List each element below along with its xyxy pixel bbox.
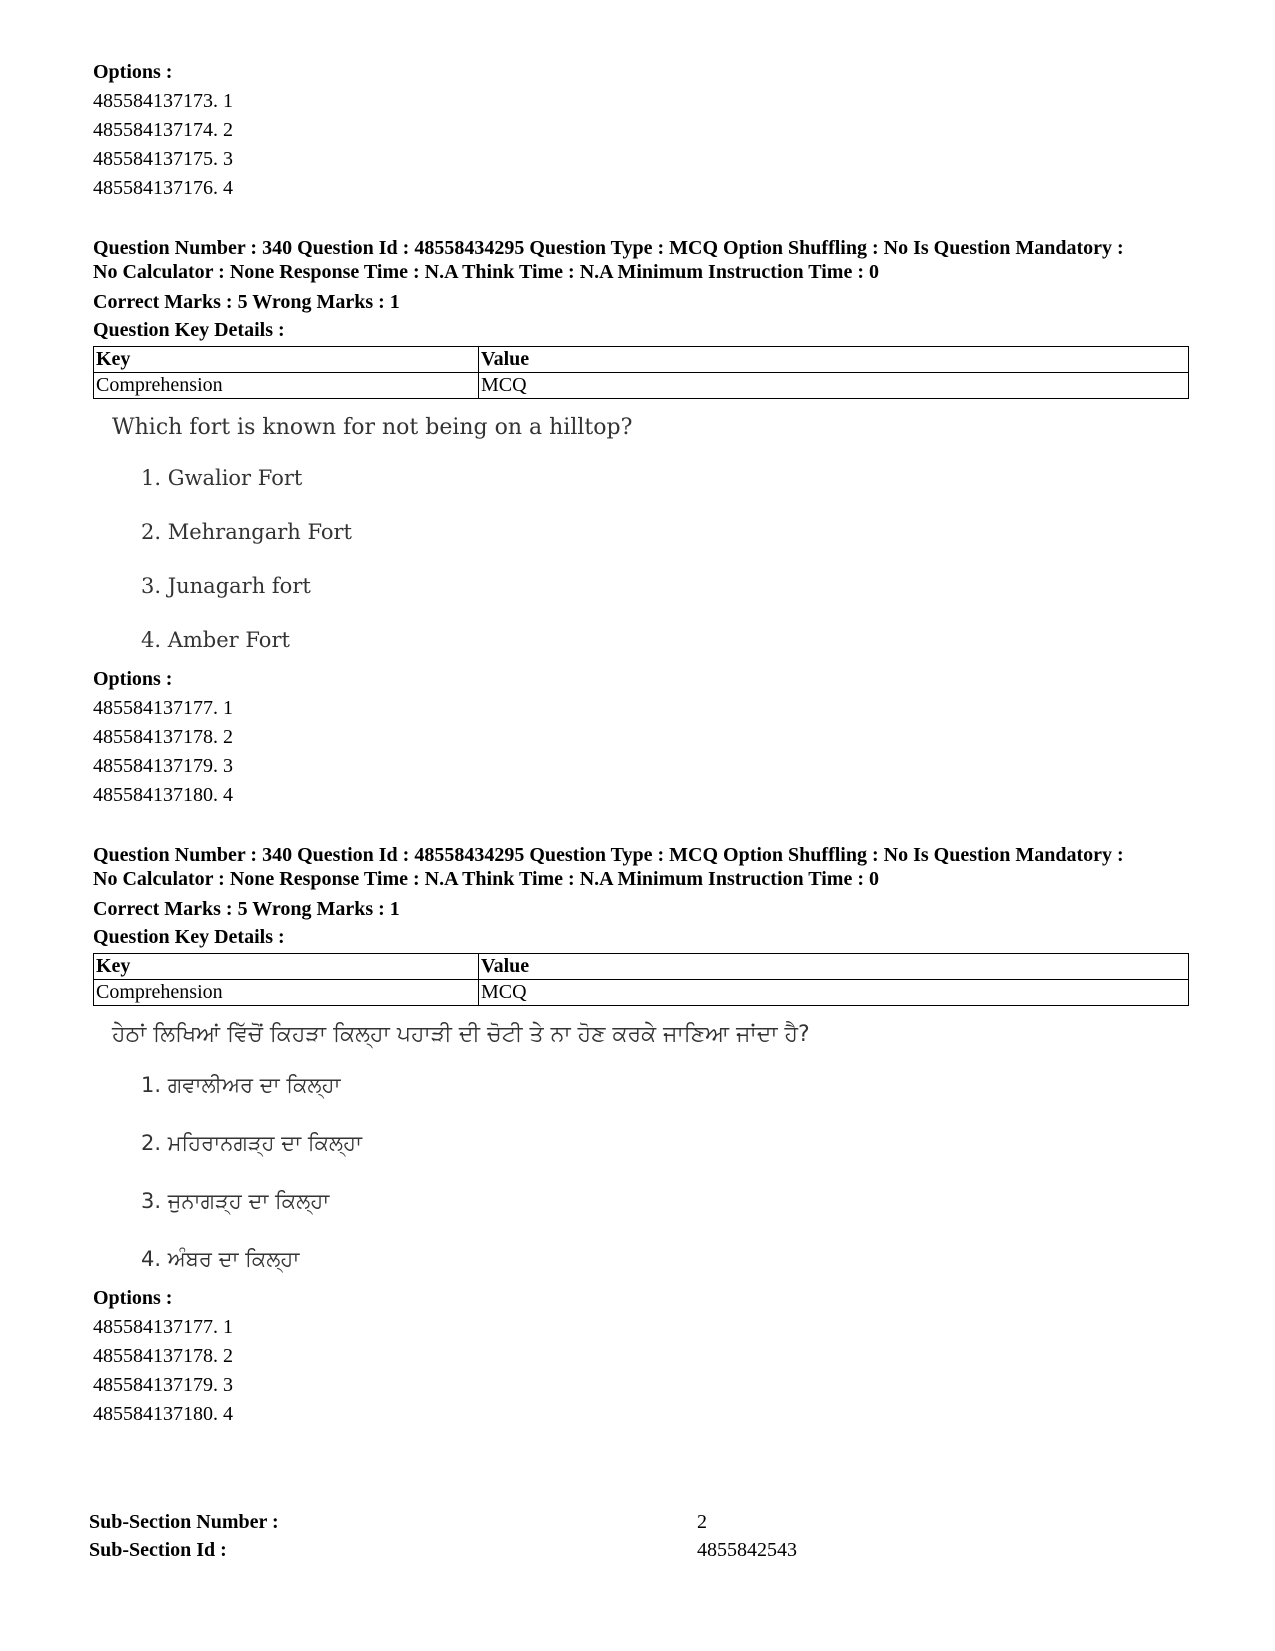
question-key-details-label: Question Key Details : [93, 319, 285, 341]
sub-section-id-value: 4855842543 [697, 1539, 797, 1561]
question-content [93, 413, 1193, 655]
sub-section-number-value: 2 [697, 1511, 707, 1533]
document-page [93, 58, 1193, 1429]
option-line: 485584137180. 4 [93, 784, 233, 806]
table-header-value: Value [479, 347, 1189, 373]
table-header-key: Key [94, 347, 479, 373]
question-block-english [93, 236, 1193, 810]
question-choice: 2. Mehrangarh Fort [141, 520, 352, 544]
table-header-value: Value [479, 954, 1189, 980]
question-text: Which fort is known for not being on a hilltop? [112, 415, 633, 440]
question-meta-line-1: Question Number : 340 Question Id : 48558434295 Question Type : MCQ Option Shuffling : No Is Question Mandatory : [93, 237, 1124, 259]
option-line: 485584137173. 1 [93, 90, 233, 112]
table-header-row [94, 347, 1189, 373]
sub-section-id-row [89, 1536, 797, 1564]
option-line: 485584137179. 3 [93, 1374, 233, 1396]
table-header-key: Key [94, 954, 479, 980]
option-line: 485584137177. 1 [93, 1316, 233, 1338]
table-header-row [94, 954, 1189, 980]
option-line: 485584137178. 2 [93, 726, 233, 748]
question-meta-line-2: No Calculator : None Response Time : N.A Think Time : N.A Minimum Instruction Time : 0 [93, 261, 879, 283]
sub-section-number-label: Sub-Section Number : [89, 1511, 279, 1533]
option-line: 485584137180. 4 [93, 1403, 233, 1425]
option-line: 485584137179. 3 [93, 755, 233, 777]
question-marks: Correct Marks : 5 Wrong Marks : 1 [93, 898, 400, 920]
question-meta-line-2: No Calculator : None Response Time : N.A Think Time : N.A Minimum Instruction Time : 0 [93, 868, 879, 890]
option-line: 485584137175. 3 [93, 148, 233, 170]
question-choice: 3. ਜੁਨਾਗੜ੍ਹ ਦਾ ਕਿਲ੍ਹਾ [141, 1189, 330, 1213]
question-meta-line-1: Question Number : 340 Question Id : 48558434295 Question Type : MCQ Option Shuffling : No Is Question Mandatory : [93, 844, 1124, 866]
question-marks: Correct Marks : 5 Wrong Marks : 1 [93, 291, 400, 313]
question-block-punjabi [93, 843, 1193, 1429]
table-row [94, 373, 1189, 399]
sub-section-id-label: Sub-Section Id : [89, 1539, 227, 1561]
options-label: Options : [93, 668, 173, 690]
option-line: 485584137174. 2 [93, 119, 233, 141]
option-line: 485584137176. 4 [93, 177, 233, 199]
table-cell-value: MCQ [479, 373, 1189, 399]
question-key-details-label: Question Key Details : [93, 926, 285, 948]
question-content [93, 1020, 1193, 1274]
question-choice: 2. ਮਹਿਰਾਨਗੜ੍ਹ ਦਾ ਕਿਲ੍ਹਾ [141, 1131, 362, 1155]
question-choice: 4. ਅੰਬਰ ਦਾ ਕਿਲ੍ਹਾ [141, 1247, 300, 1271]
options-label: Options : [93, 1287, 173, 1309]
option-line: 485584137178. 2 [93, 1345, 233, 1367]
question-text: ਹੇਠਾਂ ਲਿਖਿਆਂ ਵਿੱਚੋਂ ਕਿਹੜਾ ਕਿਲ੍ਹਾ ਪਹਾੜੀ ਦੀ ਚੋਟੀ ਤੇ ਨਾ ਹੋਣ ਕਰਕੇ ਜਾਣਿਆ ਜਾਂਦਾ ਹੈ? [112, 1022, 810, 1047]
table-row [94, 980, 1189, 1006]
table-cell-key: Comprehension [94, 980, 479, 1006]
option-line: 485584137177. 1 [93, 697, 233, 719]
table-cell-key: Comprehension [94, 373, 479, 399]
question-key-table [93, 346, 1189, 399]
table-cell-value: MCQ [479, 980, 1189, 1006]
question-choice: 1. Gwalior Fort [141, 466, 303, 490]
question-key-table [93, 953, 1189, 1006]
question-choice: 1. ਗਵਾਲੀਅਰ ਦਾ ਕਿਲ੍ਹਾ [141, 1073, 341, 1097]
top-options-block [93, 58, 1193, 203]
sub-section-number-row [89, 1508, 707, 1536]
question-choice: 3. Junagarh fort [141, 574, 311, 598]
options-label: Options : [93, 61, 173, 83]
question-choice: 4. Amber Fort [141, 628, 290, 652]
